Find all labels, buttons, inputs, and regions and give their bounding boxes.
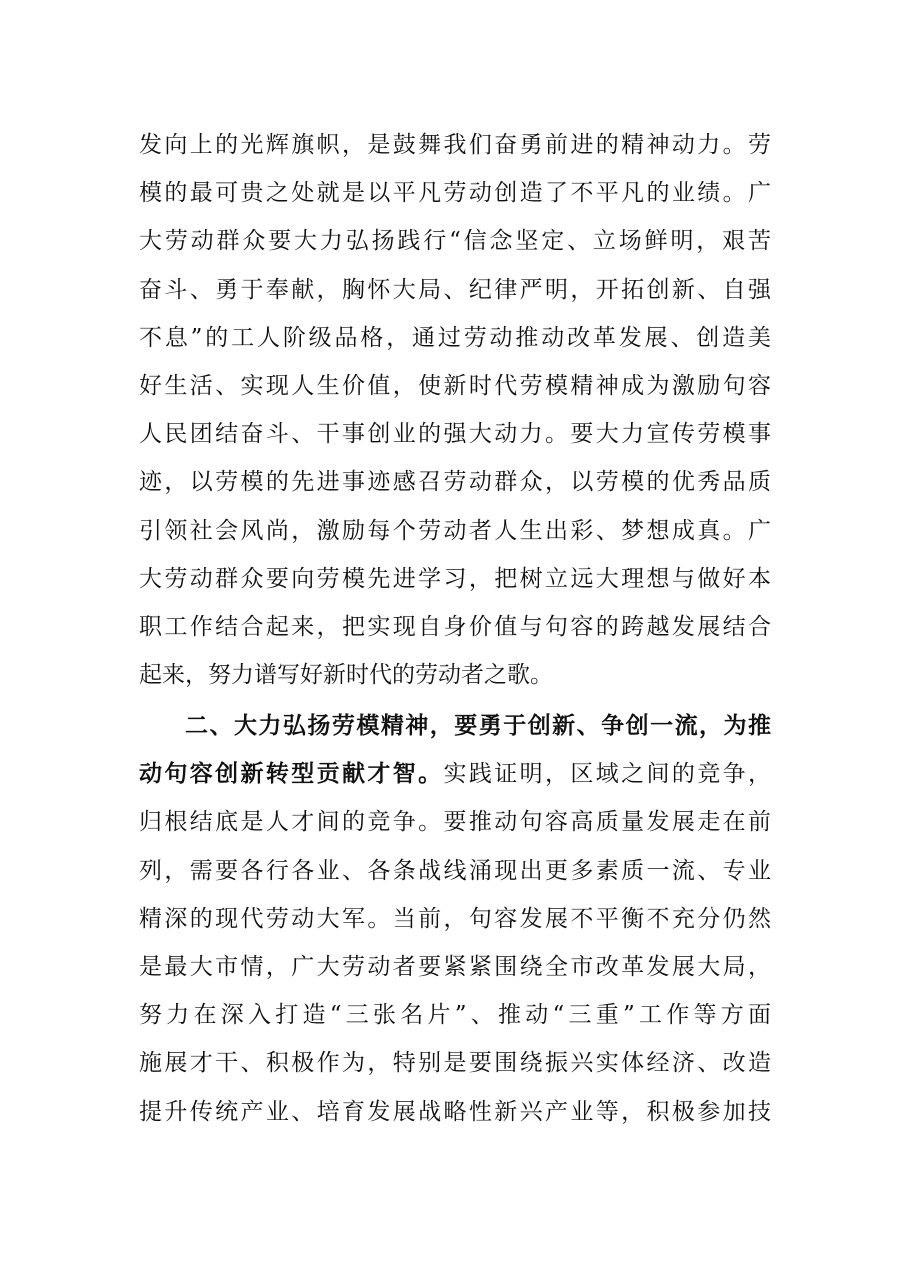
text-line: 大劳动群众要大力弘扬践行“信念坚定、立场鲜明，艰苦 [139,228,771,255]
text-line: 好生活、实现人生价值，使新时代劳模精神成为激励句容 [139,372,771,399]
section-heading-continued: 动句容创新转型贡献才智。 [139,760,444,788]
text-line: 归根结底是人才间的竞争。要推动句容高质量发展走在前 [139,809,771,836]
text-line: 提升传统产业、培育发展战略性新兴产业等，积极参加技 [139,1098,771,1125]
text-line: 发向上的光辉旗帜，是鼓舞我们奋勇前进的精神动力。劳 [139,132,771,158]
text-line: 迹，以劳模的先进事迹感召劳动群众，以劳模的优秀品质 [139,469,771,496]
text-line: 列，需要各行各业、各条战线涌现出更多素质一流、专业 [139,857,771,884]
text-line: 起来，努力谱写好新时代的劳动者之歌。 [139,662,553,689]
paragraph-innovation [139,702,771,1136]
text-line: 是最大市情，广大劳动者要紧紧围绕全市改革发展大局， [139,953,771,980]
text-line: 职工作结合起来，把实现自身价值与句容的跨越发展结合 [139,613,771,640]
text-line: 不息”的工人阶级品格，通过劳动推动改革发展、创造美 [139,324,771,351]
text-line: 模的最可贵之处就是以平凡劳动创造了不平凡的业绩。广 [139,180,771,207]
text-line: 精深的现代劳动大军。当前，句容发展不平衡不充分仍然 [139,905,771,932]
section-heading: 二、大力弘扬劳模精神，要勇于创新、争创一流，为推 [185,712,771,739]
text-line: 奋斗、勇于奉献，胸怀大局、纪律严明，开拓创新、自强 [139,276,771,303]
text-line-rest: 实践证明，区域之间的竞争， [443,761,771,788]
paragraph-labor-model-spirit [139,121,771,699]
text-line: 努力在深入打造“三张名片”、推动“三重”工作等方面 [139,1002,771,1029]
text-line-mixed [139,750,771,798]
text-line: 人民团结奋斗、干事创业的强大动力。要大力宣传劳模事 [139,421,771,448]
text-line: 大劳动群众要向劳模先进学习，把树立远大理想与做好本 [139,565,771,592]
text-line: 施展才干、积极作为，特别是要围绕振兴实体经济、改造 [139,1050,771,1077]
text-line: 引领社会风尚，激励每个劳动者人生出彩、梦想成真。广 [139,517,771,544]
